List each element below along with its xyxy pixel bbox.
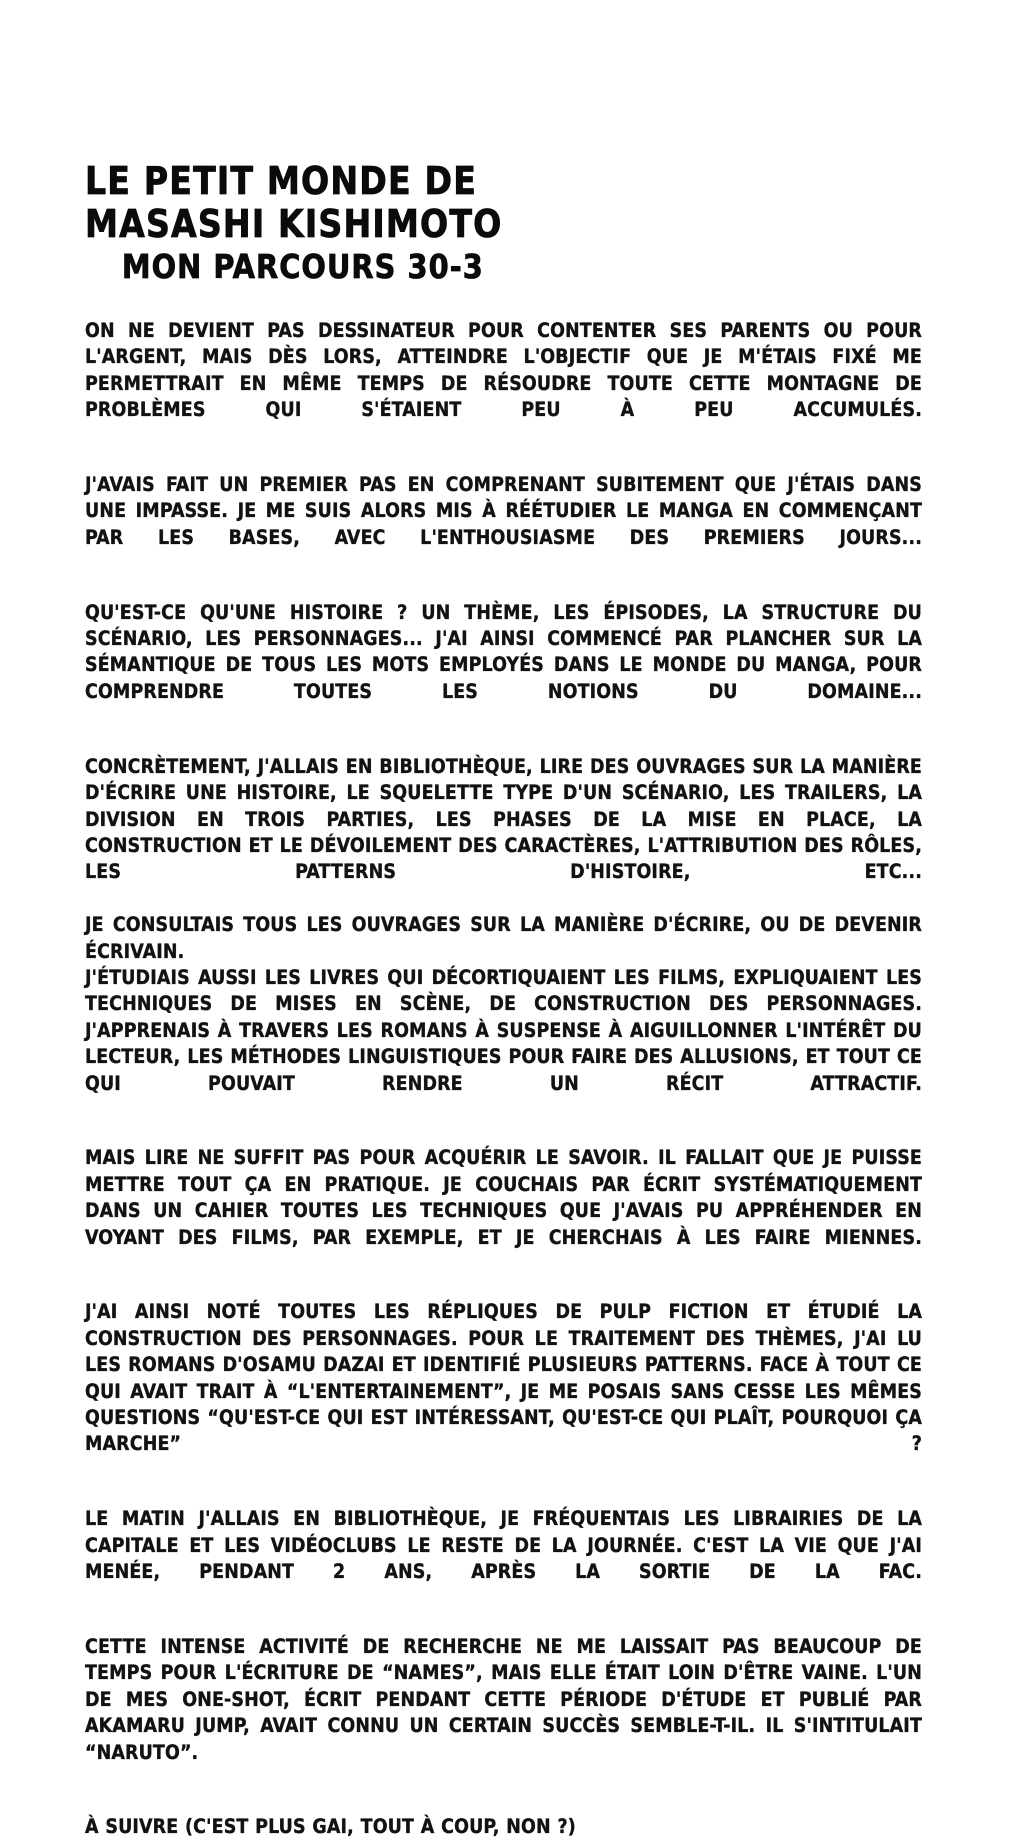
paragraph: LE MATIN J'ALLAIS EN BIBLIOTHÈQUE, JE FRÉQUENTAIS LES LIBRAIRIES DE LA CAPITALE ET LES VIDÉOCLUBS LE RESTE DE LA JOURNÉE. C'EST LA VIE QUE J'AI MENÉE, PENDANT 2 ANS, APRÈS LA SORTIE DE LA FAC. bbox=[85, 1507, 922, 1584]
title-line-2: MASASHI KISHIMOTO bbox=[85, 202, 503, 246]
article-body bbox=[85, 318, 922, 1841]
page-subtitle: MON PARCOURS 30-3 bbox=[121, 247, 484, 286]
paragraph: J'ÉTUDIAIS AUSSI LES LIVRES QUI DÉCORTIQUAIENT LES FILMS, EXPLIQUAIENT LES TECHNIQUES DE MISES EN SCÈNE, DE CONSTRUCTION DES PERSONNAGES. J'APPRENAIS À TRAVERS LES ROMANS À SUSPENSE À AIGUILLONNER L'INTÉRÊT DU LECTEUR, LES MÉTHODES LINGUISTIQUES POUR FAIRE DES ALLUSIONS, ET TOUT CE QUI POUVAIT RENDRE UN RÉCIT ATTRACTIF. bbox=[85, 965, 922, 1095]
paragraph: ON NE DEVIENT PAS DESSINATEUR POUR CONTENTER SES PARENTS OU POUR L'ARGENT, MAIS DÈS LORS, ATTEINDRE L'OBJECTIF QUE JE M'ÉTAIS FIXÉ ME PERMETTRAIT EN MÊME TEMPS DE RÉSOUDRE TOUTE CETTE MONTAGNE DE PROBLÈMES QUI S'ÉTAIENT PEU À PEU ACCUMULÉS. bbox=[85, 319, 922, 422]
paragraph: J'AVAIS FAIT UN PREMIER PAS EN COMPRENANT SUBITEMENT QUE J'ÉTAIS DANS UNE IMPASSE. JE ME SUIS ALORS MIS À RÉÉTUDIER LE MANGA EN COMMENÇANT PAR LES BASES, AVEC L'ENTHOUSIASME DES PREMIERS JOURS... bbox=[85, 473, 922, 549]
paragraph: QU'EST-CE QU'UNE HISTOIRE ? UN THÈME, LES ÉPISODES, LA STRUCTURE DU SCÉNARIO, LES PERSONNAGES... J'AI AINSI COMMENCÉ PAR PLANCHER SUR LA SÉMANTIQUE DE TOUS LES MOTS EMPLOYÉS DANS LE MONDE DU MANGA, POUR COMPRENDRE TOUTES LES NOTIONS DU DOMAINE... bbox=[85, 600, 922, 703]
paragraph: J'AI AINSI NOTÉ TOUTES LES RÉPLIQUES DE PULP FICTION ET ÉTUDIÉ LA CONSTRUCTION DES PERSONNAGES. POUR LE TRAITEMENT DES THÈMES, J'AI LU LES ROMANS D'OSAMU DAZAI ET IDENTIFIÉ PLUSIEURS PATTERNS. FACE À TOUT CE QUI AVAIT TRAIT À “L'ENTERTAINEMENT”, JE ME POSAIS SANS CESSE LES MÊMES QUESTIONS “QU'EST-CE QUI EST INTÉRESSANT, QU'EST-CE QUI PLAÎT, POURQUOI ÇA MARCHE” ? bbox=[85, 1300, 922, 1456]
title-line-1: LE PETIT MONDE DE bbox=[85, 159, 478, 203]
closing-note: À SUIVRE (C'EST PLUS GAI, TOUT À COUP, NON ?) bbox=[85, 1815, 576, 1839]
paragraph: MAIS LIRE NE SUFFIT PAS POUR ACQUÉRIR LE SAVOIR. IL FALLAIT QUE JE PUISSE METTRE TOUT ÇA EN PRATIQUE. JE COUCHAIS PAR ÉCRIT SYSTÉMATIQUEMENT DANS UN CAHIER TOUTES LES TECHNIQUES QUE J'AVAIS PU APPRÉHENDER EN VOYANT DES FILMS, PAR EXEMPLE, ET JE CHERCHAIS À LES FAIRE MIENNES. bbox=[85, 1146, 922, 1249]
paragraph: CONCRÈTEMENT, J'ALLAIS EN BIBLIOTHÈQUE, LIRE DES OUVRAGES SUR LA MANIÈRE D'ÉCRIRE UNE HISTOIRE, LE SQUELETTE TYPE D'UN SCÉNARIO, LES TRAILERS, LA DIVISION EN TROIS PARTIES, LES PHASES DE LA MISE EN PLACE, LA CONSTRUCTION ET LE DÉVOILEMENT DES CARACTÈRES, L'ATTRIBUTION DES RÔLES, LES PATTERNS D'HISTOIRE, ETC... bbox=[85, 754, 922, 884]
paragraph: CETTE INTENSE ACTIVITÉ DE RECHERCHE NE ME LAISSAIT PAS BEAUCOUP DE TEMPS POUR L'ÉCRITURE DE “NAMES”, MAIS ELLE ÉTAIT LOIN D'ÊTRE VAINE. L'UN DE MES ONE-SHOT, ÉCRIT PENDANT CETTE PÉRIODE D'ÉTUDE ET PUBLIÉ PAR AKAMARU JUMP, AVAIT CONNU UN CERTAIN SUCCÈS SEMBLE-T-IL. IL S'INTITULAIT “NARUTO”. bbox=[85, 1634, 922, 1764]
page-title bbox=[85, 160, 935, 286]
paragraph: JE CONSULTAIS TOUS LES OUVRAGES SUR LA MANIÈRE D'ÉCRIRE, OU DE DEVENIR ÉCRIVAIN. bbox=[85, 913, 922, 963]
